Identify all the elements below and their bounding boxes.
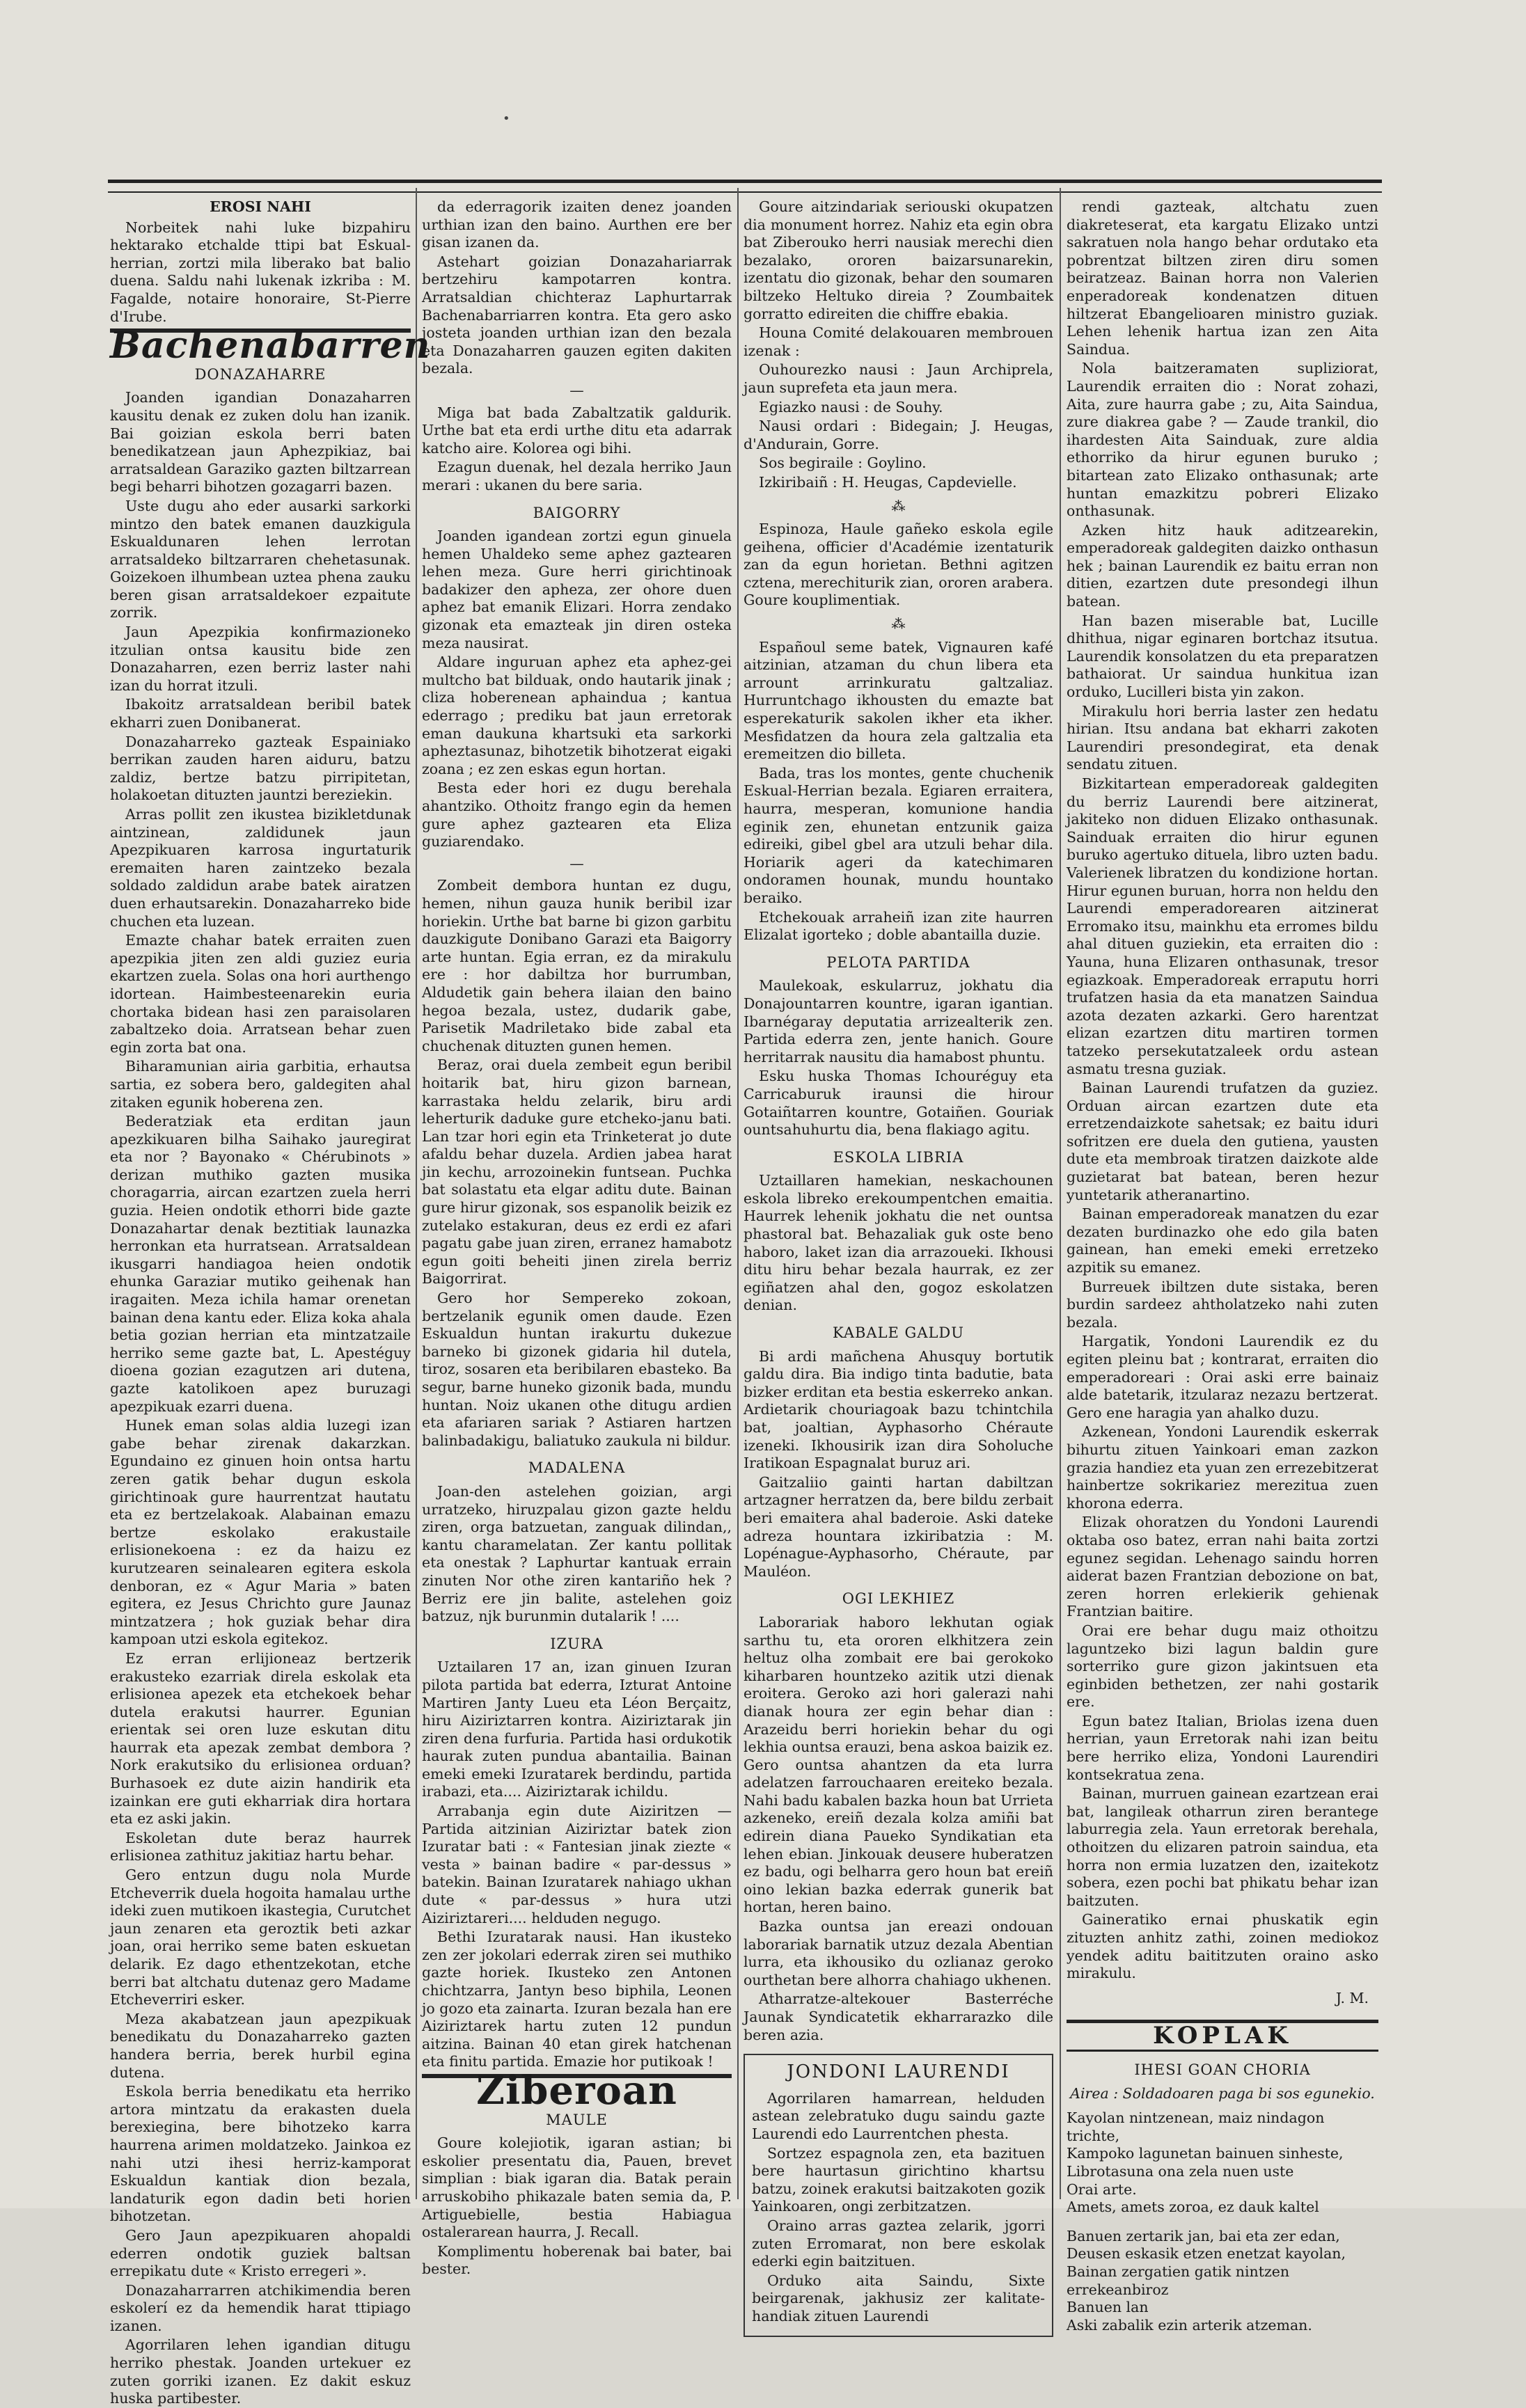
article-paragraph: Espinoza, Haule gañeko eskola egile geihena, officier d'Académie izentaturik zan da egun horietan. Bethni agitzen cztena, merechiturik zian, ororen arabera. Goure kouplimentiak. <box>744 521 1053 609</box>
signature: J. M. <box>1335 1989 1369 2006</box>
article-paragraph: Elizak ohoratzen du Yondoni Laurendi oktaba oso batez, erran nahi baita zortzi egunez segidan. Lehenago saindu horren aiderat bazen Frantzian debozione on bat, zeren horren erlekierik gehienak Frantzian baitire. <box>1067 1514 1378 1620</box>
column-3 <box>744 198 1053 2324</box>
article-paragraph: Besta eder hori ez dugu berehala ahantziko. Othoitz frango egin da hemen gure aphez gaztearen eta Eliza guziarendako. <box>422 779 732 850</box>
article-paragraph: Komplimentu hoberenak bai bater, bai bester. <box>422 2242 732 2278</box>
verse-gap <box>1067 2217 1378 2228</box>
verse-line: Aski zabalik ezin arterik atzeman. <box>1067 2316 1312 2334</box>
column-4 <box>1067 198 1378 2334</box>
list-line: Izkiribaiñ : H. Heugas, Capdevielle. <box>759 473 1017 491</box>
poem-verse <box>1067 2109 1378 2334</box>
article-paragraph: Bainan emperadoreak manatzen du ezar dezaten burdinazko ohe edo gila baten gainean, han emeki emeki erretzeko azpitik su emanez. <box>1067 1205 1378 1276</box>
article-paragraph: Gero Jaun apezpikuaren ahopaldi ederren ondotik guziek baltsan errepikatu dute « Kristo erregeri ». <box>110 2226 411 2280</box>
article-paragraph: Bainan Laurendi trufatzen da guziez. Orduan aircan ezartzen dute eta erretzendaizkote sahetsak; ez baitu iduri sofritzen ere duela den gutiena, yausten dute eta membroak tiratzen daizkote alde guzietarat bat batean, beren hezur yuntetarik atheranartino. <box>1067 1079 1378 1203</box>
article-paragraph: Bi ardi mañchena Ahusquy bortutik galdu dira. Bia indigo tinta badutie, bata bizker erditan eta bestia eskerreko ankan. Ardietarik chouriagoak bazu tchintchila bat, joaltian, Ayphasorho Chéraute izeneki. Ikhousirik izan dira Soholuche Iratikoan Espagnalat buruz ari. <box>744 1347 1053 1472</box>
article-paragraph: Hargatik, Yondoni Laurendik ez du egiten pleinu bat ; kontrarat, erraiten dio emperadoreari : Orai aski erre bainaiz alde batetarik, itzularaz nezazu bertzerat. Gero ene haragia yan ahalko duzu. <box>1067 1333 1378 1421</box>
article-paragraph: Burreuek ibiltzen dute sistaka, beren burdin sardeez ahtholatzeko nahi zuten bezala. <box>1067 1278 1378 1331</box>
article-paragraph: Atharratze-altekouer Basterréche Jaunak Syndicatetik ekharrarazko dile beren azia. <box>744 1990 1053 2043</box>
article-paragraph: Ezagun duenak, hel dezala herriko Jaun merari : ukanen du bere saria. <box>422 459 732 493</box>
article-paragraph: da ederragorik izaiten denez joanden urthian izan den baino. Aurthen ere ber gisan izanen da. <box>422 198 732 251</box>
article-paragraph: Joanden igandean zortzi egun ginuela hemen Uhaldeko seme aphez gaztearen lehen meza. Gure herri girichtinoak badakizer den apheza, zer ohore duen aphez bat emanik Elizari. Horra zendako gizonak eta emazteak jin diren osteka meza nausirat. <box>422 528 732 651</box>
list-line: Ouhourezko nausi : Jaun Archiprela, jaun suprefeta eta jaun mera. <box>744 361 1053 396</box>
column-2 <box>422 198 732 2278</box>
column-divider <box>416 188 417 2199</box>
article-paragraph: Eskoletan dute beraz haurrek erlisionea zathituz jakitiaz hartu behar. <box>110 1829 411 1864</box>
article-paragraph: Oraino arras gaztea zelarik, jgorri zuten Erromarat, non bere eskolak ederki egin baitzituen. <box>752 2217 1045 2270</box>
article-paragraph: Eskola berria benedikatu eta herriko artora mintzatu da erakasten duela berexiegina, bere bihotzeko karra haurrena arimen moldatzeko. Jainkoa ez nahi utzi ihesi herriz-kamporat Eskualdun kantiak dion bezala, landaturik egon dadin beti horien bihotzetan. <box>110 2083 411 2225</box>
column-1 <box>110 198 431 2407</box>
jondoni-laurendi-box <box>744 2054 1053 2336</box>
article-paragraph: Bederatziak eta erditan jaun apezkikuaren bilha Saihako jauregirat eta nor ? Bayonako « Chérubinots » derizan muthiko gazten musika choragarria, aircan ezartzen zuela herri guzia. Heien ondotik ethorri bide gazte Donazahartar denak beztitiak launazka herronkan eta hurratsean. Arratsaldean ikusgarri handiagoa heien ondotik ehunka Garaziar mutiko geihenak han iragaiten. Meza ichila hamar orenetan bainan dena kantu eder. Eliza koka ahala betia gozian herrian eta mintzatzaile herriko seme gazte bat, L. Apestéguy dioena gozian ezagutzen ari dutena, gazte katolikoen apez buruzagi apezpikuak ezarri duena. <box>110 1113 411 1415</box>
verse-line: Banuen lan <box>1067 2299 1149 2316</box>
verse-line: Orai arte. <box>1067 2180 1137 2198</box>
separator-dash: — <box>569 855 584 872</box>
article-paragraph: Orai ere behar dugu maiz othoitzu laguntzeko bizi lagun baldin gure sorterriko gure gizon jakintsuen eta eginbiden bethetzen, zer nahi gostarik ere. <box>1067 1622 1378 1711</box>
article-paragraph: Zombeit dembora huntan ez dugu, hemen, nihun gauza hunik beribil izar horiekin. Urthe bat barne bi gizon garbitu dauzkigute Donibano Garazi eta Baigorry arte huntan. Egia erran, ez da mirakulu ere : hor dabiltza hor burrumban, Aldudetik gain behera ilaian den baino hegoa bezala, ustez, dudarik gabe, Parisetik Madriletako bide zabal eta chuchenak dituzten gunen hemen. <box>422 877 732 1054</box>
article-paragraph: Bainan, murruen gainean ezartzean erai bat, langileak otharrun ziren berantege laburregia zela. Yaun erretorak berehala, othoitzen du elizaren patroin saindua, eta horra non ermia luzatzen den, izaitekotz sobera, ezen pochi bat phikatu behar izan baitzuten. <box>1067 1785 1378 1909</box>
column-divider <box>737 188 739 2199</box>
article-paragraph: Ez erran erlijioneaz bertzerik erakusteko ezarriak direla eskolak eta erlisionea apezek eta etchekoek behar dutela erakutsi haurrer. Egunian erientak sei oren luze eskutan ditu haurrak eta apezak zembat dembora ? Nork erakutsiko du erlisionea orduan? Burhasoek ez dute aizin handirik eta izainkan ere guti ekharriak dira hortara eta ez aski jakin. <box>110 1649 411 1828</box>
article-paragraph: Sortzez espagnola zen, eta bazituen bere haurtasun girichtino khartsu batzu, zoinek erakutsi baitzakoten gozik Yainkoaren, ongi zerbitzatzen. <box>752 2144 1045 2215</box>
article-paragraph: Gero hor Sempereko zokoan, bertzelanik egunik omen daude. Ezen Eskualdun huntan irakurtu dukezue barneko bi gizonek gidaria hil dutela, tiroz, sosaren eta beribilaren ebasteko. Ba segur, barne huneko gizonik bada, mundu huntan. Noiz ukanen othe ditugu ardien eta afariaren sariak ? Astiaren hartzen balinbadakigu, baliatuko zaukula ni bildur. <box>422 1290 732 1449</box>
koplak-banner: KOPLAK <box>1067 2020 1378 2052</box>
section-heading: MAULE <box>546 2111 608 2128</box>
asterism: ⁂ <box>891 497 906 514</box>
article-paragraph: Arras pollit zen ikustea bizikletdunak aintzinean, zaldidunek jaun Apezpikuaren karrosa ingurtaturik eremaiten haren zaintzeko bezala soldado zaldidun arabe batek airatzen duen erhautsarekin. Donazaharreko bide chuchen eta luzean. <box>110 806 411 930</box>
article-paragraph: Uztaillaren hamekian, neskachounen eskola libreko erekoumpentchen emaitia. Haurrek lehenik jokhatu die net ountsa phastoral bat. Behazaliak guk oste beno haboro, laket izan dia arrazoueki. Ikhousi ditu hiru behar bezala haurrak, ez zer egiñatzen ahal den, gogoz eskolatzen denian. <box>744 1172 1053 1314</box>
verse-line: Deusen eskasik etzen enetzat kayolan, <box>1067 2245 1346 2263</box>
section-heading: BAIGORRY <box>533 504 621 521</box>
article-paragraph: Mirakulu hori berria laster zen hedatu hirian. Itsu andana bat ekharri zakoten Laurendiri presondegirat, eta denak sendatu zituen. <box>1067 702 1378 773</box>
article-paragraph: Uste dugu aho eder ausarki sarkorki mintzo den batek emanen dauzkigula Eskualdunaren lehen lerrotan arratsaldeko biltzarraren chehetasunak. Goizekoen ilhumbean uztea phena zauku beren gisan arratsaldekoer ezpaitute zorrik. <box>110 497 411 621</box>
verse-line: Kayolan nintzenean, maiz nindagon trichte, <box>1067 2109 1325 2144</box>
article-paragraph: Bethi Izuratarak nausi. Han ikusteko zen zer jokolari ederrak ziren sei muthiko gazte horiek. Ikusteko zen Antonen chichtzarra, Jantyn beso biphila, Leonen jo gozo eta zainarta. Izuran bezala han ere Aiziriztarek hartu zuten 12 pundun aitzina. Bainan 40 etan girek hatchenan eta finitu partida. Emazie hor putikoak ! <box>422 1928 732 2070</box>
article-paragraph: Ibakoitz arratsaldean beribil batek ekharri zuen Donibanerat. <box>110 696 411 731</box>
section-heading: IHESI GOAN CHORIA <box>1134 2061 1311 2078</box>
article-paragraph: Miga bat bada Zabaltzatik galdurik. Urthe bat eta erdi urthe ditu eta adarrak katcho aire. Kolorea ogi bihi. <box>422 404 732 457</box>
article-paragraph: Donazaharreko gazteak Espainiako berrikan zauden haren aiduru, batzu zaldiz, bertze batzu pirripitetan, holakoetan dituzten jauntzi bereziekin. <box>110 733 411 804</box>
article-paragraph: Joan-den astelehen goizian, argi urratzeko, hiruzpalau gizon gazte heldu ziren, orga batzuetan, zanguak dilindan,, kantu charamelatan. Zer kantu pollitak eta onestak ? Laphurtar kantuak errain zinuten Nor othe ziren kantariño hek ? Berriz ere jin balite, astelehen goiz batzuz, njk burunmin dutalarik ! .... <box>422 1482 732 1625</box>
section-heading: MADALENA <box>528 1459 626 1477</box>
article-paragraph: Aldare inguruan aphez eta aphez-gei multcho bat bilduak, ondo hautarik jinak ; cliza hoberenean aphaindua ; kantua ederrago ; prediku bat jaun erretorak eman daukuna khartsuki eta sarkorki apheztasunaz, bihotzetik bihotzerat eigaki zoana ; ez zen eskas egun hortan. <box>422 654 732 777</box>
air-line: Airea : Soldadoaren paga bi sos egunekio. <box>1070 2084 1375 2102</box>
verse-line: Banuen zertarik jan, bai eta zer edan, <box>1067 2227 1340 2244</box>
article-paragraph: Gaitzaliio gainti hartan dabiltzan artzagner herratzen da, bere bildu zerbait beri emaitera ahal baderoie. Aski dateke adreza hountara izkiribatzia : M. Lopénague-Ayphasorho, Chéraute, par Mauléon. <box>744 1473 1053 1580</box>
article-paragraph: Joanden igandian Donazaharren kausitu denak ez zuken dolu han izanik. Bai goizian eskola berri baten benedikatzean jaun Aphezpikiaz, bai arratsaldean Garaziko gazten biltzarrean begi beharri bihotzen gozagarri bazen. <box>110 389 411 496</box>
section-heading: ESKOLA LIBRIA <box>833 1148 964 1166</box>
article-paragraph: Españoul seme batek, Vignauren kafé aitzinian, atzaman du chun libera eta arrount arrinkuratu galtzaliaz. Hurruntchago ikhousten du emazte bat esperekaturik sakolen ikher eta ikher. Mesfidatzen da houra zela galtzalia eta eremeitzen dio billeta. <box>744 638 1053 763</box>
article-paragraph: Agorrilaren lehen igandian ditugu herriko phestak. Joanden urtekuer ez zuten gorriki izanen. Ez dakit eskuz huska partibester. <box>110 2336 411 2407</box>
verse-line: Bainan zergatien gatik nintzen errekeanbiroz <box>1067 2263 1290 2298</box>
article-paragraph: Etchekouak arraheiñ izan zite haurren Elizalat igorteko ; doble abantailla duzie. <box>744 908 1053 944</box>
separator-dash: — <box>569 381 584 399</box>
article-paragraph: Bada, tras los montes, gente chuchenik Eskual-Herrian bezala. Egiaren erraitera, haurra, mesperan, komunione handia eginik zen, ehunetan entzunik gaiza edireiki, gibel gbel ara utzuli behar dila. Horiarik ageri da katechimaren ondoramen hounak, mundu hountako beraiko. <box>744 764 1053 906</box>
article-paragraph: Uztailaren 17 an, izan ginuen Izuran pilota partida bat ederra, Izturat Antoine Martiren Janty Lueu eta Léon Berçaitz, hiru Aiziriztarren kontra. Aiziriztarak jin ziren dena furfuria. Partida hasi ordukotik haurak zuten pundua abantailia. Bainan emeki emeki Izuratarek berdindu, partida irabazi, eta.... Aiziriztarak ichildu. <box>422 1658 732 1800</box>
article-paragraph: Gero entzun dugu nola Murde Etcheverrik duela hogoita hamalau urthe ideki zuen mutikoen ikastegia, Curutchet jaun zenaren eta geroztik beti azkar joan, orai herriko seme baten eskuetan delarik. Ez dago ethentzekotan, etche berri bat altchatu dutenaz gero Madame Etcheverriri esker. <box>110 1867 411 2009</box>
article-paragraph: rendi gazteak, altchatu zuen diakreteserat, eta kargatu Elizako untzi sakratuen nola hango behar ordutako eta pobrentzat biltzen ziren diru somen beiratzeaz. Bainan horra non Valerien enperadoreak kondenatzen dituen hiltzerat Ebangelioaren ministro guziak. Lehen lehenik hartua izan zen Aita Saindua. <box>1067 198 1378 358</box>
article-paragraph: Emazte chahar batek erraiten zuen apezpikia jiten zen aldi guziez euria ekartzen zuela. Solas ona hori aurthengo idortean. Haimbesteenarekin euria chortaka bidean hasi zen paraisolaren zabaltzeko doia. Arratsean behar zuen egin zorta bat ona. <box>110 932 411 1056</box>
box-title: JONDONI LAURENDI <box>787 2061 1010 2083</box>
article-paragraph: Beraz, orai duela zembeit egun beribil hoitarik bat, hiru gizon barnean, karrastaka heldu zelarik, biru ardi leherturik daduke gure etcheko-janu bati. Lan tzar hori egin eta Trinketerat jo dute afaldu behar duzela. Ardien jabea harat jin kechu, arrozoinekin funtsean. Puchka bat solastatu eta elgar aditu dute. Bainan gure hirur gizonak, sos espanolik beizik ez zutelako estakuran, deus ez erdi ez afari pagatu gabe juan ziren, erranez hamabotz egun goiti beheiti jinen zirela berriz Baigorrirat. <box>422 1056 732 1288</box>
column-divider <box>1060 188 1061 2199</box>
article-paragraph: Hunek eman solas aldia luzegi izan gabe behar zirenak dakarzkan. Egundaino ez ginuen hoin ontsa hartu zeren gatik behar dugun eskola girichtinoak gure haurrentzat hautatu eta ez bertzelakoak. Alabainan emazu bertze eskolako erakustaile erlisionekoena : ez da haizu ez kurutzearen seinalearen egitera eskola denboran, ez « Agur Maria » baten egitera, ez Jesus Chrichto gure Jaunaz mintzatzera ; hok guziak behar dira kampoan utzi eskola egitekoz. <box>110 1417 411 1648</box>
article-paragraph: Egun batez Italian, Briolas izena duen herrian, yaun Erretorak nahi izan beitu bere herriko eliza, Yondoni Laurendiri kontsekratua zena. <box>1067 1712 1378 1783</box>
section-heading: IZURA <box>550 1635 604 1652</box>
section-heading: KABALE GALDU <box>833 1324 964 1342</box>
article-paragraph: Astehart goizian Donazahariarrak bertzehiru kampotarren kontra. Arratsaldian chichteraz Laphurtarrak Bachenabarriarren kontra. Eta gero asko josteta joanden urthian izan den bezala eta Donazaharren gauzen egiten dakiten bezala. <box>422 253 732 377</box>
masthead-ziberoan: Ziberoan <box>476 2067 677 2114</box>
section-heading: DONAZAHARRE <box>194 365 327 383</box>
col1-articles <box>110 366 411 2408</box>
article-paragraph: Jaun Apezpikia konfirmazioneko itzulian ontsa kausitu bide zen Donazaharren, ezen berriz laster nahi izan du horrat itzuli. <box>110 624 411 694</box>
article-paragraph: Meza akabatzean jaun apezpikuak benedikatu du Donazaharreko gazten handera berria, berek hurbil egina dutena. <box>110 2010 411 2081</box>
article-paragraph: Arrabanja egin dute Aiziritzen — Partida aitzinian Aiziriztar batek zion Izuratar bati : « Fantesian jinak ziezte « vesta » bainan badire « par-dessus » batekin. Bainan Izuratarek nahiago ukhan dute « par-dessus » hura utzi Aiziriztareri.... helduden negugo. <box>422 1803 732 1926</box>
article-paragraph: Agorrilaren hamarrean, helduden astean zelebratuko dugu saindu gazte Laurendi edo Laurrentchen phesta. <box>752 2089 1045 2142</box>
article-paragraph: Han bazen miserable bat, Lucille dhithua, nigar eginaren bortchaz itsutua. Laurendik konsolatzen du eta preparatzen bathaiorat. Ur saindua hunkitua izan orduko, Lucilleri bista yin zakon. <box>1067 612 1378 701</box>
verse-line: Librotasuna ona zela nuen uste <box>1067 2162 1294 2180</box>
article-paragraph: Azkenean, Yondoni Laurendik eskerrak bihurtu zituen Yainkoari eman zazkon grazia handiez eta yuan zen errezebitzerat hainbertze sokrikariez merezitua zuen khorona ederra. <box>1067 1423 1378 1512</box>
list-line: Nausi ordari : Bidegain; J. Heugas, d'Andurain, Gorre. <box>744 418 1053 452</box>
article-paragraph: Goure kolejiotik, igaran astian; bi eskolier presentatu dia, Pauen, brevet simplian : biak igaran dia. Batak perain arruskobiho phikazale baten semia da, P. Artiguebielle, bestia Habiagua ostalerarean haurra, J. Recall. <box>422 2134 732 2241</box>
masthead-bachenabarren: Bachenabarren <box>110 324 431 367</box>
article-paragraph: Bizkitartean emperadoreak galdegiten du berriz Laurendi bere aitzinerat, jakiteko non diduen Elizako onthasunak. Sainduak erraiten dio hirur egunen buruko agertuko dituela, libro uzten badu. Valerienek libratzen du kondizione hortan. Hirur egunen buruan, horra non heldu den Laurendi emperadorearen aitzinerat Erromako itsu, mainkhu eta erromes bildu ahal dituen guziekin, eta erraiten dio : Yauna, huna Elizaren onthasunak, tresor egiazkoak. Emperadoreak erraputu horri trufatzen hasia da eta manatzen Saindua azota dezaten azkarki. Gero harentzat elizan ezartzen ditu martiren tormen tatzeko persekutatzaleek ordu astean asmatu tresna guziak. <box>1067 775 1378 1077</box>
article-paragraph: Houna Comité delakouaren membrouen izenak : <box>744 324 1053 359</box>
article-paragraph: Goure aitzindariak seriouski okupatzen dia monument horrez. Nahiz eta egin obra bat Ziberouko herri nausiak merechi dien bezalako, ororen baizarsunarekin, izentatu dio gizonak, behar den soumaren biltzeko Heltuko direia ? Zoumbaitek gorratto edireiten die chiffre ebakia. <box>744 198 1053 322</box>
page-mark-dot: • <box>503 111 510 126</box>
article-paragraph: Laborariak haboro lekhutan ogiak sarthu tu, eta ororen elkhitzera zein heltuz olha zombait ere bai gerokoko kiharbaren hountzeko azitik utzi dienak eroitera. Geroko azi hori galerazi nahi dianak houra zer egin behar dian : Arazeidu berri horiekin behar du ogi lekhia ountsa erauzi, bena askoa baizik ez. Gero ountsa ahantzen da eta lurra adelatzen farrouchaaren ereiteko bezala. Nahi badu kabalen bazka houn bat Urrieta azkeneko, ereiñ dezala kolza amiñi bat edirein diana Paueko Syndikatian eta lehen ebian. Jinkouak deusere huberatzen ez badu, ogi belharra gero houn bat ereiñ oino lekian bazka ederrak gunerik bat hortan, heren baino. <box>744 1613 1053 1916</box>
erosi-title: EROSI NAHI <box>210 198 311 215</box>
article-paragraph: Bazka ountsa jan ereazi ondouan laborariak barnatik utzuz dezala Abentian lurra, eta ikhousiko du ozlianaz geroko ourthetan bere alhorra chahiago ukhenen. <box>744 1918 1053 1988</box>
section-heading: OGI LEKHIEZ <box>842 1590 955 1608</box>
list-line: Egiazko nausi : de Souhy. <box>759 398 943 415</box>
article-paragraph: Orduko aita Saindu, Sixte beirgarenak, jakhusiz zer kalitate-handiak zituen Laurendi <box>752 2272 1045 2324</box>
article-paragraph: Azken hitz hauk aditzearekin, emperadoreak galdegiten daizko onthasun hek ; bainan Laurendik ez baitu erran non ditien, ezartzen dute presondegi ilhun batean. <box>1067 521 1378 610</box>
article-paragraph: Esku huska Thomas Ichouréguy eta Carricaburuk iraunsi die hirour Gotaiñtarren kountre, Gotaiñen. Gouriak ountsahuhurtu dia, bena flakiago agitu. <box>744 1068 1053 1139</box>
verse-line: Amets, amets zoroa, ez dauk kaltel <box>1067 2199 1319 2216</box>
list-line: Sos begiraile : Goylino. <box>759 454 927 472</box>
article-paragraph: Gaineratiko ernai phuskatik egin zituzten anhitz zathi, zoinen mediokoz yendek aditu baititzuten oraino asko mirakulu. <box>1067 1911 1378 1982</box>
top-rule <box>108 180 1382 193</box>
article-paragraph: Biharamunian airia garbitia, erhautsa sartia, ez sobera bero, galdegiten ahal zitaken egunik hoberena zen. <box>110 1058 411 1111</box>
article-paragraph: Nola baitzeramaten supliziorat, Laurendik erraiten dio : Norat zohazi, Aita, zure haurra gabe ; zu, Aita Saindua, zure diakrea gabe ? — Zaude trankil, dio ihardesten Aita Sainduak, zure aldia ethorriko da hirur egunen buruko ; bitartean zato Elizako onthasunak; arte huntan emazkitzu pobreri Elizako onthasunak. <box>1067 360 1378 520</box>
asterism: ⁂ <box>891 615 906 633</box>
verse-line: Kampoko lagunetan bainuen sinheste, <box>1067 2145 1344 2162</box>
article-paragraph: Donazaharrarren atchikimendia beren eskolerí ez da hemendik harat ttipiago izanen. <box>110 2281 411 2334</box>
erosi-text: Norbeitek nahi luke bizpahiru hektarako etchalde ttipi bat Eskual-herrian, zortzi mila liberako bat balio duena. Saldu nahi lukenak izkriba : M. Fagalde, notaire honoraire, St-Pierre d'Irube. <box>110 219 411 325</box>
article-paragraph: Maulekoak, eskularruz, jokhatu dia Donajountarren kountre, igaran igantian. Ibarnégaray deputatia arrizealterik zen. Partida ederra zen, jente hanich. Goure herritarrak nausitu dia hamabost phuntu. <box>744 977 1053 1066</box>
section-heading: PELOTA PARTIDA <box>826 953 970 971</box>
